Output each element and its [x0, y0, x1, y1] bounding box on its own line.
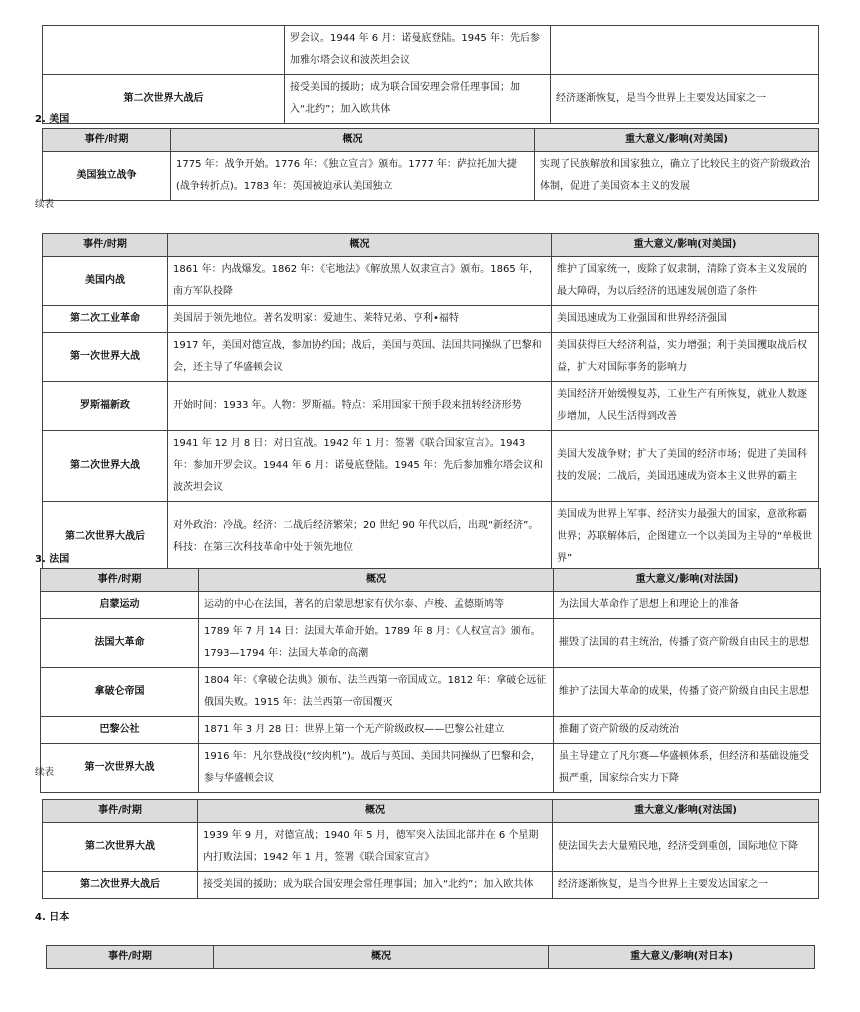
impact-cell: 使法国失去大量殖民地，经济受到重创，国际地位下降: [553, 823, 819, 872]
impact-cell: 美国大发战争财；扩大了美国的经济市场；促进了美国科技的发展；二战后，美国迅速成为资本主义世界的霸主: [552, 431, 819, 502]
header-event: 事件/时期: [47, 946, 214, 969]
overview-cell: 1941 年 12 月 8 日：对日宣战。1942 年 1 月：签署《联合国家宣言》。1943 年：参加开罗会议。1944 年 6 月：诺曼底登陆。1945 年：先后参加雅尔塔会议和波茨坦会议: [168, 431, 552, 502]
table-row: [43, 152, 819, 201]
table-row: [41, 619, 821, 668]
overview-cell: 1939 年 9 月，对德宣战；1940 年 5 月，德军突入法国北部并在 6 个星期内打败法国；1942 年 1 月，签署《联合国家宣言》: [198, 823, 553, 872]
table-row: [43, 306, 819, 333]
table-row: [43, 75, 819, 124]
event-cell: [43, 26, 285, 75]
table-row: [43, 823, 819, 872]
table-row: [41, 717, 821, 744]
overview-cell: 开始时间：1933 年。人物：罗斯福。特点：采用国家干预手段来扭转经济形势: [168, 382, 552, 431]
table-row: [41, 668, 821, 717]
header-event: 事件/时期: [41, 569, 199, 592]
impact-cell: [551, 26, 819, 75]
event-cell: 第二次世界大战后: [43, 502, 168, 573]
overview-cell: 1775 年：战争开始。1776 年：《独立宣言》颁布。1777 年：萨拉托加大捷(战争转折点)。1783 年：英国被迫承认美国独立: [171, 152, 535, 201]
header-event: 事件/时期: [43, 234, 168, 257]
impact-cell: 美国成为世界上军事、经济实力最强大的国家，意欲称霸世界；苏联解体后，企图建立一个以美国为主导的“单极世界”: [552, 502, 819, 573]
table-row: [43, 872, 819, 899]
table-row: [43, 431, 819, 502]
uk-table-tail: [42, 25, 819, 124]
header-overview: 概况: [214, 946, 549, 969]
usa-table-a: [42, 128, 819, 201]
impact-cell: 美国经济开始缓慢复苏，工业生产有所恢复，就业人数逐步增加，人民生活得到改善: [552, 382, 819, 431]
impact-cell: 为法国大革命作了思想上和理论上的准备: [554, 592, 821, 619]
event-cell: 第二次世界大战: [43, 431, 168, 502]
event-cell: 第二次世界大战: [43, 823, 198, 872]
header-overview: 概况: [198, 800, 553, 823]
impact-cell: 经济逐渐恢复，是当今世界上主要发达国家之一: [553, 872, 819, 899]
event-cell: 第二次世界大战后: [43, 75, 285, 124]
impact-cell: 维护了法国大革命的成果，传播了资产阶级自由民主思想: [554, 668, 821, 717]
impact-cell: 实现了民族解放和国家独立，确立了比较民主的资产阶级政治体制，促进了美国资本主义的发展: [535, 152, 819, 201]
overview-cell: 对外政治：冷战。经济：二战后经济繁荣；20 世纪 90 年代以后，出现“新经济”。科技：在第三次科技革命中处于领先地位: [168, 502, 552, 573]
impact-cell: 经济逐渐恢复，是当今世界上主要发达国家之一: [551, 75, 819, 124]
table-row: [43, 382, 819, 431]
overview-cell: 运动的中心在法国，著名的启蒙思想家有伏尔泰、卢梭、孟德斯鸠等: [199, 592, 554, 619]
event-cell: 巴黎公社: [41, 717, 199, 744]
event-cell: 第二次世界大战后: [43, 872, 198, 899]
header-impact: 重大意义/影响(对美国): [552, 234, 819, 257]
overview-cell: 1916 年：凡尔登战役(“绞肉机”)。战后与英国、美国共同操纵了巴黎和会，参与华盛顿会议: [199, 744, 554, 793]
header-event: 事件/时期: [43, 800, 198, 823]
header-impact: 重大意义/影响(对美国): [535, 129, 819, 152]
table-row: [43, 502, 819, 573]
section-title-france: 3. 法国: [35, 554, 70, 565]
header-impact: 重大意义/影响(对日本): [549, 946, 815, 969]
impact-cell: 摧毁了法国的君主统治，传播了资产阶级自由民主的思想: [554, 619, 821, 668]
overview-cell: 1804 年：《拿破仑法典》颁布、法兰西第一帝国成立。1812 年：拿破仑远征俄国失败。1915 年：法兰西第一帝国覆灭: [199, 668, 554, 717]
section-title-japan: 4. 日本: [35, 912, 70, 923]
continued-label: 续表: [35, 199, 55, 210]
table-row: [43, 26, 819, 75]
impact-cell: 美国迅速成为工业强国和世界经济强国: [552, 306, 819, 333]
overview-cell: 1917 年，美国对德宣战，参加协约国；战后，美国与英国、法国共同操纵了巴黎和会，还主导了华盛顿会议: [168, 333, 552, 382]
event-cell: 第一次世界大战: [41, 744, 199, 793]
section-title-usa: 2. 美国: [35, 114, 70, 125]
france-table-a: [40, 568, 821, 793]
overview-cell: 接受美国的援助；成为联合国安理会常任理事国；加入“北约”；加入欧共体: [285, 75, 551, 124]
header-overview: 概况: [168, 234, 552, 257]
table-row: [41, 744, 821, 793]
impact-cell: 美国获得巨大经济利益，实力增强；利于美国攫取战后权益，扩大对国际事务的影响力: [552, 333, 819, 382]
event-cell: 美国内战: [43, 257, 168, 306]
table-row: [41, 592, 821, 619]
japan-table: [46, 945, 815, 969]
header-impact: 重大意义/影响(对法国): [553, 800, 819, 823]
impact-cell: 推翻了资产阶级的反动统治: [554, 717, 821, 744]
overview-cell: 1871 年 3 月 28 日：世界上第一个无产阶级政权——巴黎公社建立: [199, 717, 554, 744]
table-row: [43, 257, 819, 306]
header-overview: 概况: [199, 569, 554, 592]
header-event: 事件/时期: [43, 129, 171, 152]
overview-cell: 1789 年 7 月 14 日：法国大革命开始。1789 年 8 月：《人权宣言》颁布。1793—1794 年：法国大革命的高潮: [199, 619, 554, 668]
overview-cell: 罗会议。1944 年 6 月：诺曼底登陆。1945 年：先后参加雅尔塔会议和波茨坦会议: [285, 26, 551, 75]
event-cell: 第一次世界大战: [43, 333, 168, 382]
event-cell: 拿破仑帝国: [41, 668, 199, 717]
overview-cell: 美国居于领先地位。著名发明家：爱迪生、莱特兄弟、亨利•福特: [168, 306, 552, 333]
event-cell: 启蒙运动: [41, 592, 199, 619]
event-cell: 法国大革命: [41, 619, 199, 668]
table-row: [43, 333, 819, 382]
header-overview: 概况: [171, 129, 535, 152]
overview-cell: 1861 年：内战爆发。1862 年：《宅地法》《解放黑人奴隶宣言》颁布。1865 年，南方军队投降: [168, 257, 552, 306]
event-cell: 第二次工业革命: [43, 306, 168, 333]
event-cell: 罗斯福新政: [43, 382, 168, 431]
event-cell: 美国独立战争: [43, 152, 171, 201]
usa-table-b: [42, 233, 819, 573]
france-table-b: [42, 799, 819, 899]
continued-label: 续表: [35, 767, 55, 778]
overview-cell: 接受美国的援助；成为联合国安理会常任理事国；加入“北约”；加入欧共体: [198, 872, 553, 899]
impact-cell: 虽主导建立了凡尔赛—华盛顿体系，但经济和基础设施受损严重，国家综合实力下降: [554, 744, 821, 793]
impact-cell: 维护了国家统一，废除了奴隶制，清除了资本主义发展的最大障碍，为以后经济的迅速发展创造了条件: [552, 257, 819, 306]
header-impact: 重大意义/影响(对法国): [554, 569, 821, 592]
